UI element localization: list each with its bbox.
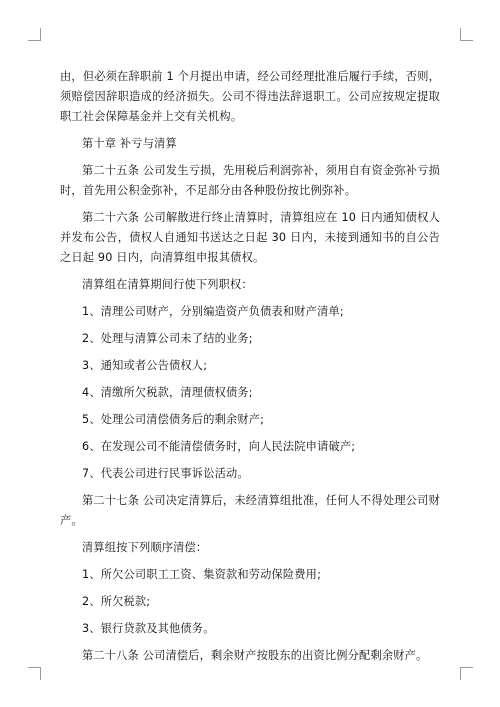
paragraph-duties-intro: 清算组在清算期间行使下列职权： (82, 278, 253, 291)
crop-mark-bottom-left (28, 667, 41, 680)
list-item: 2、处理与清算公司未了结的业务; (82, 332, 253, 345)
crop-mark-top-left (28, 28, 41, 41)
document-body (60, 67, 440, 666)
article-28: 第二十八条 公司清偿后，剩余财产按股东的出资比例分配剩余财产。 (82, 649, 428, 662)
crop-mark-bottom-right (460, 667, 473, 680)
paragraph-repayment-intro: 清算组按下列顺序清偿： (82, 541, 208, 554)
list-item: 4、清缴所欠税款，清理债权债务; (82, 386, 253, 399)
crop-mark-top-right (460, 28, 473, 41)
chapter-heading: 第十章 补亏与清算 (82, 137, 177, 150)
article-25: 第二十五条 公司发生亏损，先用税后利润弥补，须用自有资金弥补亏损时，首先用公积金弥补，不足部分由各种股份按比例弥补。 (60, 164, 440, 197)
list-item: 1、清理公司财产，分别编造资产负债表和财产清单; (82, 305, 344, 318)
list-item: 1、所欠公司职工工资、集资款和劳动保险费用; (82, 568, 322, 581)
list-item: 7、代表公司进行民事诉讼活动。 (82, 467, 249, 480)
article-27: 第二十七条 公司决定清算后，未经清算组批准，任何人不得处理公司财产。 (60, 494, 440, 527)
list-item: 3、银行贷款及其他债务。 (82, 622, 215, 635)
list-item: 6、在发现公司不能清偿债务时，向人民法院申请破产; (82, 440, 356, 453)
article-26: 第二十六条 公司解散进行终止清算时，清算组应在 10 日内通知债权人并发布公告，债权人自通知书送达之日起 30 日内，未接到通知书的自公告之日起 90 日内，向清算组申报其债权。 (60, 211, 440, 264)
list-item: 2、所欠税款; (82, 595, 151, 608)
list-item: 5、处理公司清偿债务后的剩余财产; (82, 413, 265, 426)
paragraph-continuation: 由，但必须在辞职前 1 个月提出申请，经公司经理批准后履行手续，否则，须赔偿因辞职造成的经济损失。公司不得违法辞退职工。公司应按规定提取职工社会保障基金并上交有关机构。 (60, 70, 440, 123)
list-item: 3、通知或者公告债权人; (82, 359, 208, 372)
